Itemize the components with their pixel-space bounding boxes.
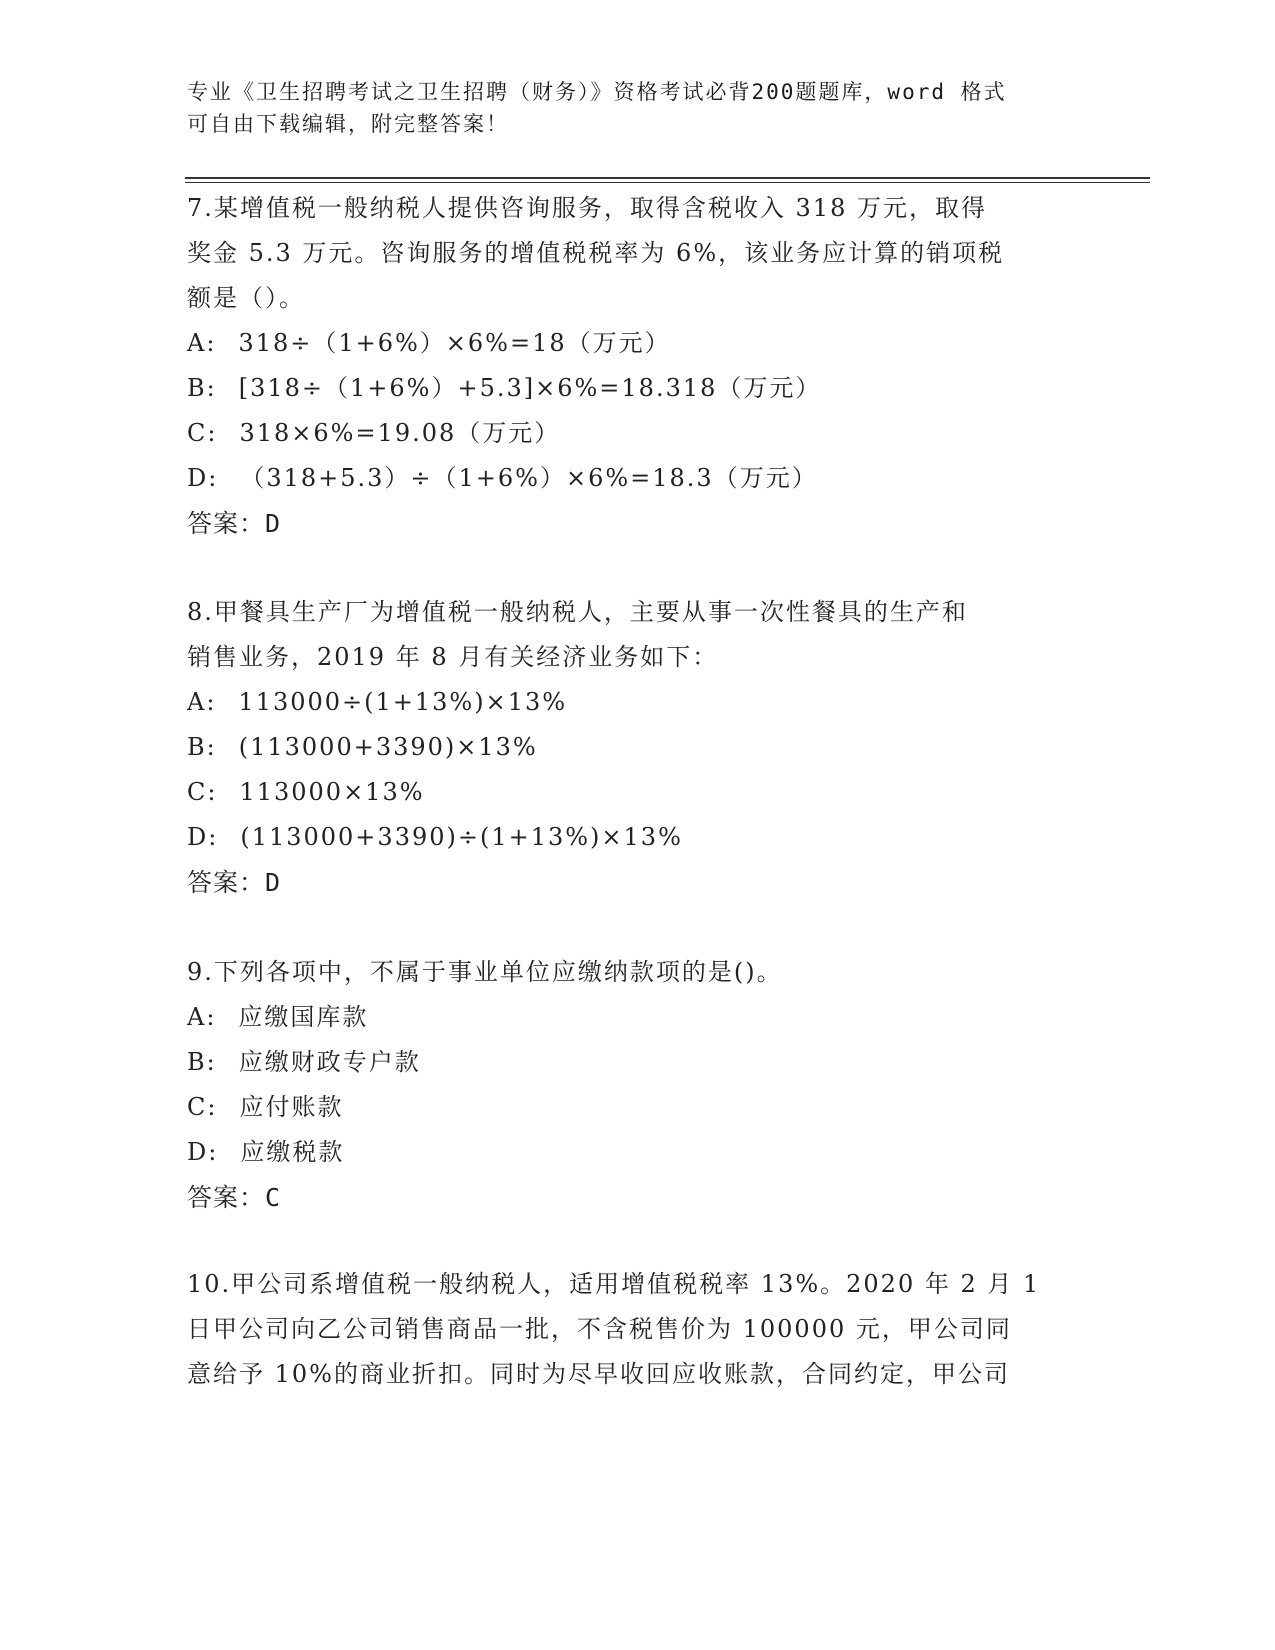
document-header	[187, 76, 1067, 140]
option-key: A:	[187, 1003, 217, 1031]
option-a	[187, 680, 1087, 725]
option-text: 应缴财政专户款	[238, 1048, 421, 1076]
option-key: C:	[187, 1093, 218, 1121]
option-key: B:	[187, 1048, 217, 1076]
option-c	[187, 1085, 1087, 1130]
option-key: B:	[187, 733, 217, 761]
option-key: D:	[187, 464, 219, 492]
option-d	[187, 1130, 1087, 1175]
option-key: B:	[187, 374, 217, 402]
question-stem-line: 8.甲餐具生产厂为增值税一般纳税人，主要从事一次性餐具的生产和	[187, 598, 968, 626]
option-text: 113000×13%	[239, 778, 425, 806]
option-b	[187, 366, 1087, 411]
option-b	[187, 1040, 1087, 1085]
question-stem-line: 9.下列各项中，不属于事业单位应缴纳款项的是()。	[187, 958, 783, 986]
option-c	[187, 770, 1087, 815]
option-text: 应付账款	[239, 1093, 344, 1121]
question-stem-line: 奖金 5.3 万元。咨询服务的增值税税率为 6%，该业务应计算的销项税	[187, 239, 1005, 267]
option-key: D:	[187, 823, 219, 851]
option-text: (113000+3390)÷(1+13%)×13%	[240, 823, 683, 851]
question-stem-line: 意给予 10%的商业折扣。同时为尽早收回应收账款，合同约定，甲公司	[187, 1360, 1010, 1388]
answer: 答案：C	[187, 1183, 282, 1212]
option-a	[187, 995, 1087, 1040]
option-c	[187, 411, 1087, 456]
header-rule-thin	[185, 182, 1150, 183]
option-text: （318+5.3）÷（1+6%）×6%=18.3（万元）	[240, 464, 818, 492]
header-line-2: 可自由下载编辑，附完整答案！	[187, 112, 509, 136]
option-a	[187, 321, 1087, 366]
option-b	[187, 725, 1087, 770]
header-rule-thick	[185, 177, 1150, 179]
option-text: 113000÷(1+13%)×13%	[238, 688, 568, 716]
option-text: 应缴税款	[240, 1138, 345, 1166]
option-d	[187, 815, 1087, 860]
option-key: D:	[187, 1138, 219, 1166]
option-text: 318÷（1+6%）×6%=18（万元）	[238, 329, 671, 357]
option-d	[187, 456, 1087, 501]
question-10	[187, 1262, 1087, 1397]
question-9	[187, 950, 1087, 1220]
answer: 答案：D	[187, 868, 282, 897]
answer: 答案：D	[187, 509, 282, 538]
question-7	[187, 186, 1087, 546]
question-stem-line: 额是（）。	[187, 284, 305, 312]
option-key: A:	[187, 329, 217, 357]
option-text: 应缴国库款	[238, 1003, 369, 1031]
option-key: C:	[187, 778, 218, 806]
header-line-1: 专业《卫生招聘考试之卫生招聘（财务）》资格考试必背200题题库，word 格式	[187, 80, 1007, 104]
option-key: A:	[187, 688, 217, 716]
option-text: (113000+3390)×13%	[238, 733, 538, 761]
option-key: C:	[187, 419, 218, 447]
option-text: [318÷（1+6%）+5.3]×6%=18.318（万元）	[238, 374, 822, 402]
question-stem-line: 日甲公司向乙公司销售商品一批，不含税售价为 100000 元，甲公司同	[187, 1315, 1012, 1343]
option-text: 318×6%=19.08（万元）	[239, 419, 561, 447]
question-stem-line: 销售业务，2019 年 8 月有关经济业务如下：	[187, 643, 719, 671]
question-8	[187, 590, 1087, 905]
question-stem-line: 10.甲公司系增值税一般纳税人，适用增值税税率 13%。2020 年 2 月 1	[187, 1270, 1041, 1298]
question-stem-line: 7.某增值税一般纳税人提供咨询服务，取得含税收入 318 万元，取得	[187, 194, 987, 222]
